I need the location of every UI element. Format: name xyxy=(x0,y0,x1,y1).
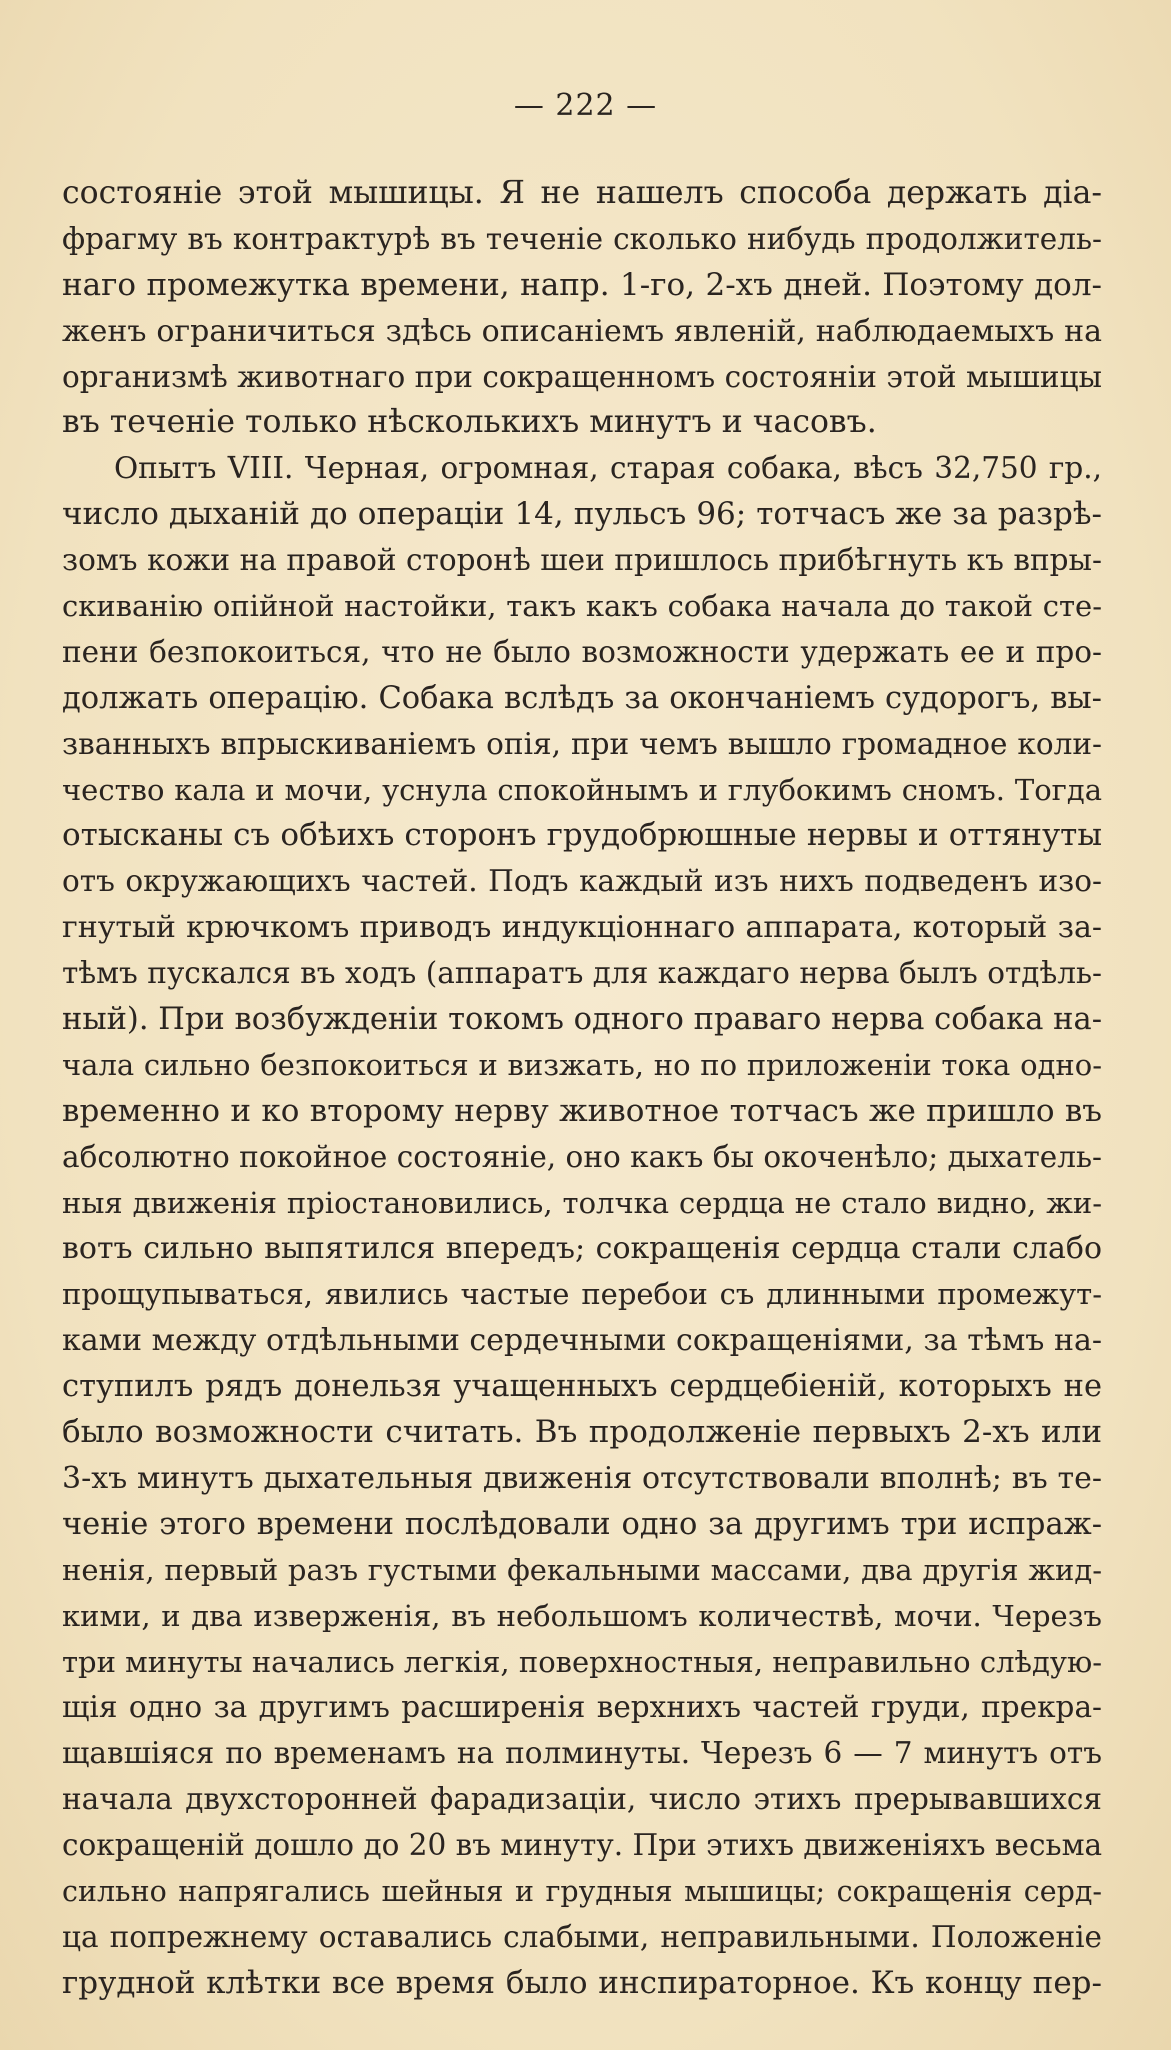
text-line: пени безпокоиться, что не было возможности удержать ее и про- xyxy=(62,634,1102,669)
text-line: ный). При возбужденiи токомъ одного праваго нерва собака на- xyxy=(62,1002,1102,1038)
text-line: отъ окружающихъ частей. Подъ каждый изъ нихъ подведенъ изо- xyxy=(62,864,1102,899)
text-line: было возможности считать. Въ продолженiе первыхъ 2-хъ или xyxy=(62,1414,1102,1451)
text-line: чала сильно безпокоиться и визжать, но по приложенiи тока одно- xyxy=(62,1047,1102,1082)
text-line: ныя движенiя прiостановились, толчка сердца не стало видно, жи- xyxy=(62,1185,1102,1220)
text-line: скиванiю опiйной настойки, такъ какъ собака начала до такой сте- xyxy=(62,589,1102,624)
text-line: вотъ сильно выпятился впередъ; сокращенiя сердца стали слабо xyxy=(62,1231,1102,1267)
paragraph-end-line: въ теченiе только нѣсколькихъ минутъ и часовъ. xyxy=(62,404,877,441)
text-line: кими, и два изверженiя, въ небольшомъ количествѣ, мочи. Черезъ xyxy=(62,1598,1102,1633)
text-line: прощупываться, явились частые перебои съ длинными промежут- xyxy=(62,1277,1102,1312)
text-line: званныхъ впрыскиванiемъ опiя, при чемъ вышло громадное коли- xyxy=(62,726,1102,761)
text-line: организмѣ животнаго при сокращенномъ состоянiи этой мышицы xyxy=(62,359,1102,394)
page-number: — 222 — xyxy=(513,88,658,123)
text-line: должать операцiю. Собака вслѣдъ за окончанiемъ судорогъ, вы- xyxy=(62,680,1102,716)
text-line: гнутый крючкомъ приводъ индукцiоннаго аппарата, который за- xyxy=(62,910,1102,946)
text-line: щiя одно за другимъ расширенiя верхнихъ частей груди, прекра- xyxy=(62,1690,1102,1725)
text-line: число дыханiй до операцiи 14, пульсъ 96; тотчасъ же за разрѣ- xyxy=(62,496,1102,533)
text-line: абсолютно покойное состоянiе, оно какъ бы окоченѣло; дыхатель- xyxy=(62,1139,1102,1174)
text-line: ченiе этого времени послѣдовали одно за другимъ три испраж- xyxy=(62,1506,1102,1542)
text-line: 3-хъ минутъ дыхательныя движенiя отсутствовали вполнѣ; въ те- xyxy=(62,1460,1102,1496)
text-line: ступилъ рядъ донельзя учащенныхъ сердцебiенiй, которыхъ не xyxy=(62,1369,1102,1405)
paragraph-start-line: Опытъ VIII. Черная, огромная, старая собака, вѣсъ 32,750 гр., xyxy=(114,451,1102,486)
text-line: ца попрежнему оставались слабыми, неправильными. Положенiе xyxy=(62,1919,1102,1954)
text-line: состоянiе этой мышицы. Я не нашелъ способа держать дiа- xyxy=(62,175,1102,211)
text-line: начала двухсторонней фарадизацiи, число этихъ прерывавшихся xyxy=(62,1782,1102,1817)
text-line: зомъ кожи на правой сторонѣ шеи пришлось прибѣгнуть къ впры- xyxy=(62,543,1102,578)
text-line: наго промежутка времени, напр. 1-го, 2-хъ дней. Поэтому дол- xyxy=(62,266,1102,303)
text-line: ками между отдѣльными сердечными сокращенiями, за тѣмъ на- xyxy=(62,1323,1102,1359)
text-line: временно и ко второму нерву животное тотчасъ же пришло въ xyxy=(62,1092,1102,1129)
body-text xyxy=(62,171,1102,2007)
text-line: женъ ограничиться здѣсь описанiемъ явленiй, наблюдаемыхъ на xyxy=(62,313,1102,349)
text-line: сильно напрягались шейныя и грудныя мышицы; сокращенiя серд- xyxy=(62,1874,1102,1908)
text-line: фрагму въ контрактурѣ въ теченiе сколько нибудь продолжитель- xyxy=(62,221,1102,256)
text-line: грудной клѣтки все время было инспираторное. Къ концу пер- xyxy=(62,1964,1102,2001)
text-line: сокращенiй дошло до 20 въ минуту. При этихъ движенiяхъ весьма xyxy=(62,1828,1102,1863)
text-line: чество кала и мочи, уснула спокойнымъ и глубокимъ сномъ. Тогда xyxy=(62,772,1102,807)
text-line: ненiя, первый разъ густыми фекальными массами, два другiя жид- xyxy=(62,1552,1102,1587)
text-line: отысканы съ обѣихъ сторонъ грудобрюшные нервы и оттянуты xyxy=(62,817,1102,854)
text-line: три минуты начались легкiя, поверхностныя, неправильно слѣдую- xyxy=(62,1644,1102,1679)
text-line: тѣмъ пускался въ ходъ (аппаратъ для каждаго нерва былъ отдѣль- xyxy=(62,956,1102,991)
text-line: щавшiяся по временамъ на полминуты. Черезъ 6 — 7 минутъ отъ xyxy=(62,1736,1102,1771)
